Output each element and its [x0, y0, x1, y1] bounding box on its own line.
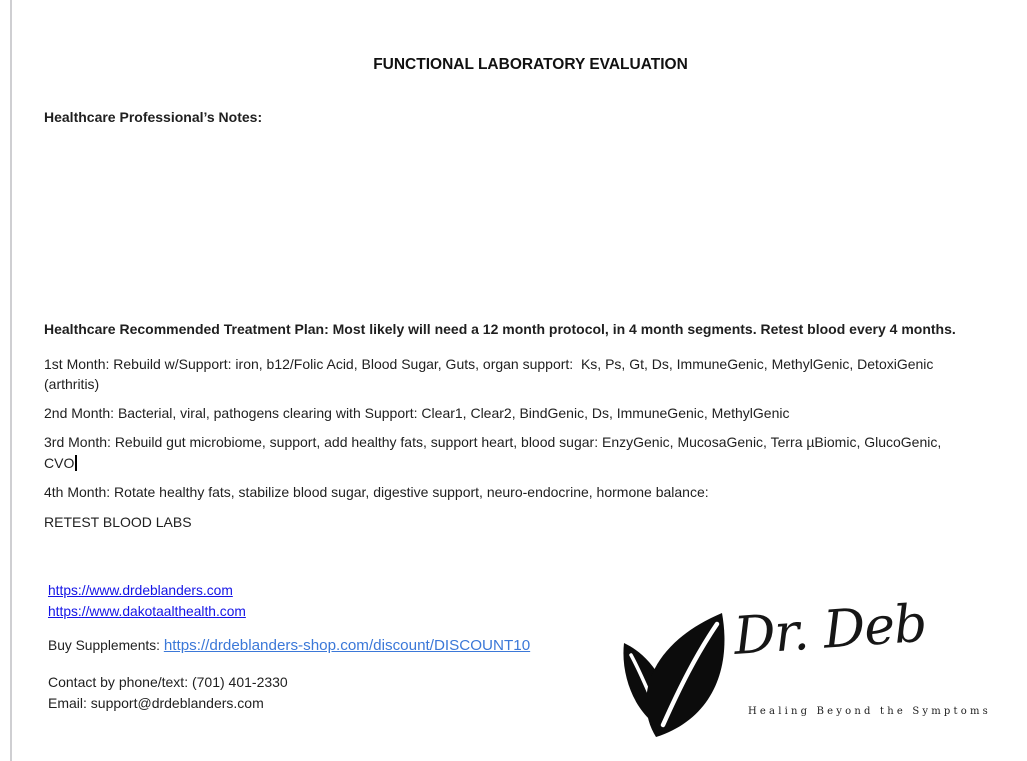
text-cursor — [75, 455, 77, 471]
month4-paragraph: 4th Month: Rotate healthy fats, stabilize blood sugar, digestive support, neuro-endocrine, hormone balance: — [44, 484, 709, 500]
month3-line2-text: CVO — [44, 455, 75, 471]
retest-note: RETEST BLOOD LABS — [44, 514, 192, 530]
page-left-border — [10, 0, 12, 761]
contact-email-line: Email: support@drdeblanders.com — [48, 695, 264, 711]
link-dakotaalthealth[interactable]: https://www.dakotaalthealth.com — [48, 604, 246, 619]
month3-paragraph-line2 — [44, 455, 77, 471]
drdeb-logo — [618, 593, 991, 740]
link-drdeblanders[interactable]: https://www.drdeblanders.com — [48, 583, 233, 598]
document-title: FUNCTIONAL LABORATORY EVALUATION — [373, 56, 688, 73]
leaf-logo-icon — [618, 607, 733, 739]
contact-phone-line: Contact by phone/text: (701) 401-2330 — [48, 674, 288, 690]
link-discount-shop[interactable]: https://drdeblanders-shop.com/discount/DISCOUNT10 — [163, 637, 531, 654]
month1-paragraph-line1: 1st Month: Rebuild w/Support: iron, b12/Folic Acid, Blood Sugar, Guts, organ support: Ks, Ps, Gt, Ds, ImmuneGenic, MethylGenic, DetoxiGenic — [44, 356, 934, 372]
notes-heading: Healthcare Professional’s Notes: — [44, 109, 263, 125]
month1-paragraph-line2: (arthritis) — [44, 376, 100, 392]
month3-paragraph-line1: 3rd Month: Rebuild gut microbiome, support, add healthy fats, support heart, blood sugar: EnzyGenic, MucosaGenic, Terra µBiomic, GlucoGenic, — [44, 434, 942, 450]
buy-supplements-label: Buy Supplements: — [48, 638, 164, 653]
logo-script-text: Dr. Deb — [731, 593, 929, 667]
logo-tagline: Healing Beyond the Symptoms — [748, 706, 991, 717]
treatment-plan-heading: Healthcare Recommended Treatment Plan: Most likely will need a 12 month protocol, in 4 month segments. Retest blood every 4 months. — [44, 321, 956, 337]
buy-supplements-row — [48, 637, 530, 654]
month2-paragraph: 2nd Month: Bacterial, viral, pathogens clearing with Support: Clear1, Clear2, BindGenic, Ds, ImmuneGenic, MethylGenic — [44, 405, 790, 421]
